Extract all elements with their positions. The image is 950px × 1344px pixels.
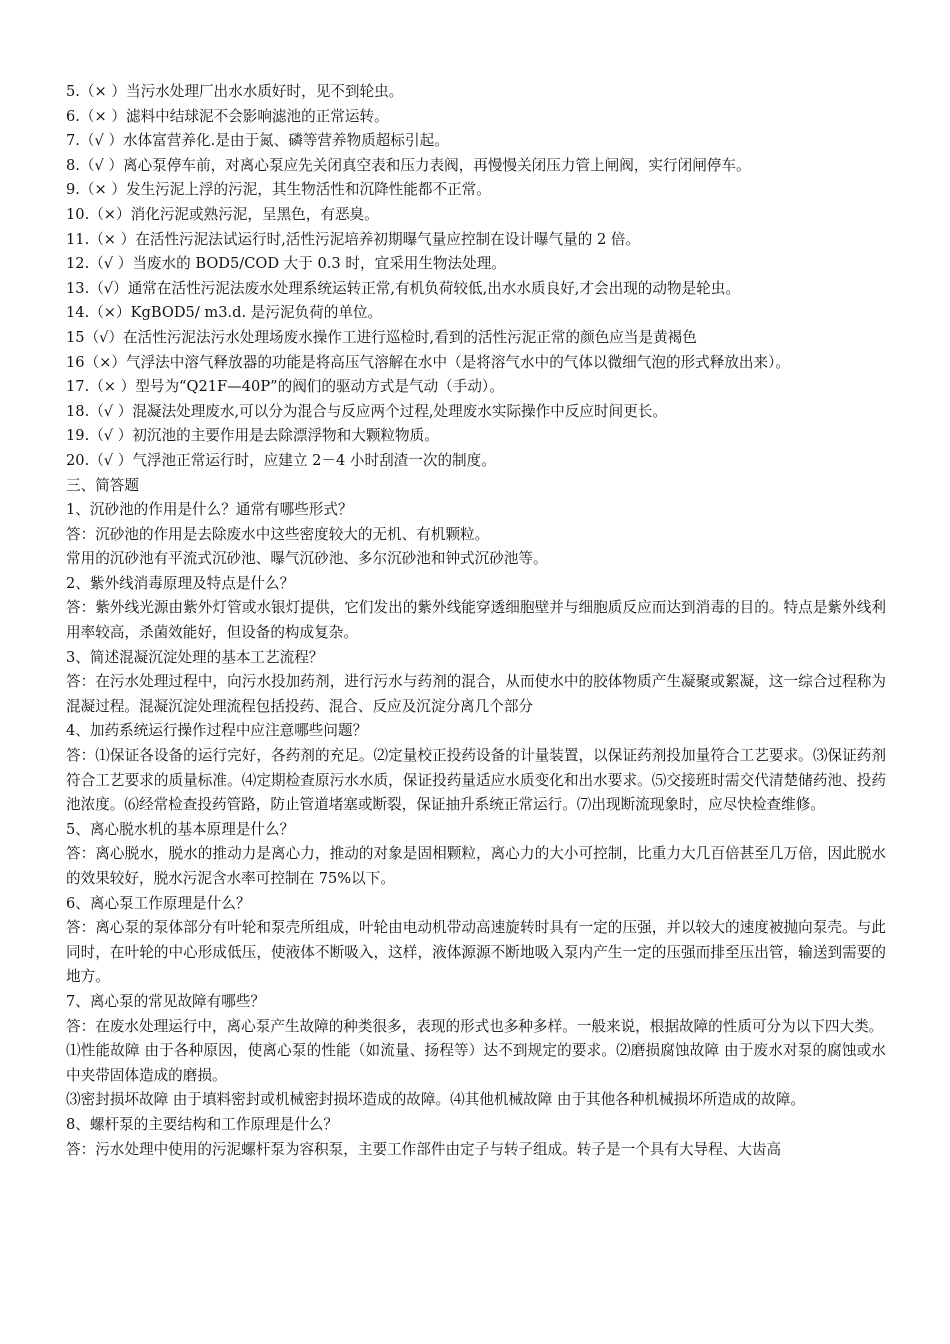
question: 3、简述混凝沉淀处理的基本工艺流程？ <box>66 648 324 666</box>
tf-item: 20.（√ ）气浮池正常运行时，应建立 2－4 小时刮渣一次的制度。 <box>66 451 496 469</box>
answer: 答：在废水处理运行中，离心泵产生故障的种类很多，表现的形式也多种多样。一般来说，根据故障的性质可分为以下四大类。 <box>66 1017 884 1035</box>
answer: 答：⑴保证各设备的运行完好，各药剂的充足。⑵定量校正投药设备的计量装置，以保证药剂投加量符合工艺要求。⑶保证药剂符合工艺要求的质量标准。⑷定期检查原污水水质，保证投药量适应水质变化和出水要求。⑸交接班时需交代清楚储药池、投药池浓度。⑹经常检查投药管路，防止管道堵塞或断裂，保证抽升系统正常运行。⑺出现断流现象时，应尽快检查维修。 <box>66 747 886 814</box>
tf-item: 5.（× ）当污水处理厂出水水质好时，见不到轮虫。 <box>66 83 404 100</box>
answer: 答：在污水处理过程中，向污水投加药剂，进行污水与药剂的混合，从而使水中的胶体物质产生凝聚或絮凝，这一综合过程称为混凝过程。混凝沉淀处理流程包括投药、混合、反应及沉淀分离几个部分 <box>66 673 886 715</box>
tf-item: 10.（×）消化污泥或熟污泥，呈黑色，有恶臭。 <box>66 205 379 223</box>
question: 4、加药系统运行操作过程中应注意哪些问题？ <box>66 722 368 740</box>
tf-item: 7.（√ ）水体富营养化.是由于氮、磷等营养物质超标引起。 <box>66 132 449 150</box>
question: 5、离心脱水机的基本原理是什么？ <box>66 820 295 838</box>
answer: 答：离心泵的泵体部分有叶轮和泵壳所组成，叶轮由电动机带动高速旋转时具有一定的压强，并以较大的速度被抛向泵壳。与此同时，在叶轮的中心形成低压，使液体不断吸入，这样，液体源源不断地吸入泵内产生一定的压强而排至压出管，输送到需要的地方。 <box>66 919 886 986</box>
answer: 答：离心脱水，脱水的推动力是离心力，推动的对象是固相颗粒，离心力的大小可控制，比重力大几百倍甚至几万倍，因此脱水的效果较好，脱水污泥含水率可控制在 75%以下。 <box>66 845 886 887</box>
tf-item: 16（×）气浮法中溶气释放器的功能是将高压气溶解在水中（是将溶气水中的气体以微细气泡的形式释放出来）。 <box>66 353 791 371</box>
tf-item: 14.（×）KgBOD5/ m3.d. 是污泥负荷的单位。 <box>66 304 383 322</box>
tf-item: 17.（× ）型号为“Q21F—40P”的阀们的驱动方式是气动（手动）。 <box>66 378 504 396</box>
tf-item: 12.（√ ）当废水的 BOD5/COD 大于 0.3 时，宜采用生物法处理。 <box>66 255 506 273</box>
answer: ⑶密封损坏故障 由于填料密封或机械密封损坏造成的故障。⑷其他机械故障 由于其他各种机械损坏所造成的故障。 <box>66 1091 805 1109</box>
tf-item: 15（√）在活性污泥法污水处理场废水操作工进行巡检时,看到的活性污泥正常的颜色应当是黄褐色 <box>66 328 697 346</box>
answer: 答：沉砂池的作用是去除废水中这些密度较大的无机、有机颗粒。 <box>66 525 490 543</box>
question: 2、紫外线消毒原理及特点是什么？ <box>66 574 295 592</box>
question: 1、沉砂池的作用是什么？通常有哪些形式？ <box>66 501 353 519</box>
question: 6、离心泵工作原理是什么？ <box>66 894 251 912</box>
tf-item: 11.（× ）在活性污泥法试运行时,活性污泥培养初期曝气量应控制在设计曝气量的 2 倍。 <box>66 230 641 248</box>
question: 7、离心泵的常见故障有哪些？ <box>66 992 266 1010</box>
answer: ⑴性能故障 由于各种原因，使离心泵的性能（如流量、扬程等）达不到规定的要求。⑵磨损腐蚀故障 由于废水对泵的腐蚀或水中夹带固体造成的磨损。 <box>66 1042 886 1084</box>
tf-item: 19.（√ ）初沉池的主要作用是去除漂浮物和大颗粒物质。 <box>66 427 439 445</box>
true-false-list <box>66 80 886 474</box>
tf-item: 8.（√ ）离心泵停车前，对离心泵应先关闭真空表和压力表阀，再慢慢关闭压力管上闸阀，实行闭闸停车。 <box>66 156 751 174</box>
qa-list <box>66 498 886 1162</box>
tf-item: 18.（√ ）混凝法处理废水,可以分为混合与反应两个过程,处理废水实际操作中反应时间更长。 <box>66 402 667 420</box>
section-title: 三、简答题 <box>66 476 139 494</box>
answer: 常用的沉砂池有平流式沉砂池、曝气沉砂池、多尔沉砂池和钟式沉砂池等。 <box>66 550 548 568</box>
tf-item: 9.（× ）发生污泥上浮的污泥，其生物活性和沉降性能都不正常。 <box>66 181 491 199</box>
answer: 答：紫外线光源由紫外灯管或水银灯提供，它们发出的紫外线能穿透细胞壁并与细胞质反应而达到消毒的目的。特点是紫外线利用率较高，杀菌效能好，但设备的构成复杂。 <box>66 599 886 642</box>
document-page <box>66 80 886 1162</box>
question: 8、螺杆泵的主要结构和工作原理是什么？ <box>66 1115 338 1133</box>
tf-item: 6.（× ）滤料中结球泥不会影响滤池的正常运转。 <box>66 107 389 125</box>
answer: 答：污水处理中使用的污泥螺杆泵为容积泵，主要工作部件由定子与转子组成。转子是一个具有大导程、大齿高 <box>66 1140 782 1158</box>
tf-item: 13.（√）通常在活性污泥法废水处理系统运转正常,有机负荷较低,出水水质良好,才会出现的动物是轮虫。 <box>66 279 740 297</box>
